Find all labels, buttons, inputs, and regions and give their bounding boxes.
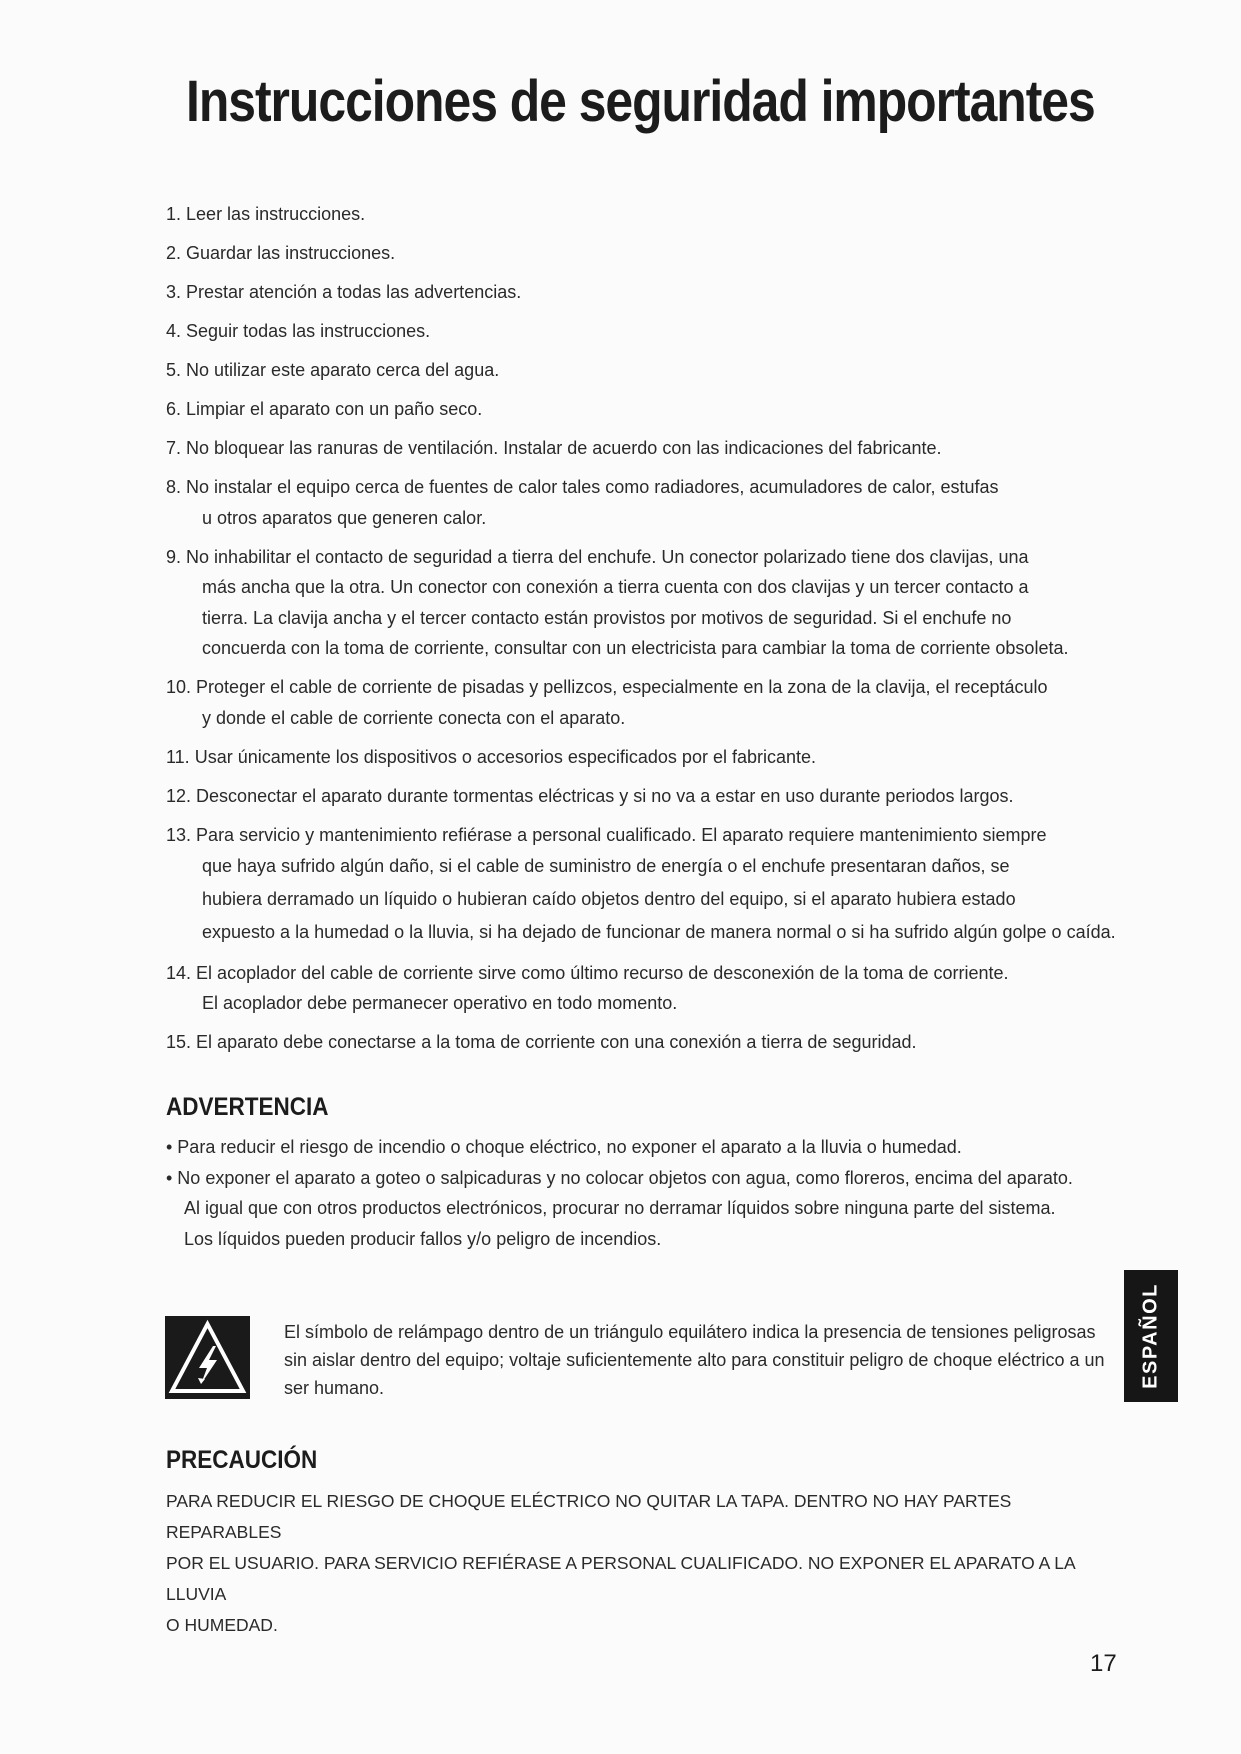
instruction-text: Guardar las instrucciones. [186, 243, 396, 263]
instruction-item [166, 742, 1126, 773]
instruction-text: No bloquear las ranuras de ventilación. Instalar de acuerdo con las indicaciones del fabricante. [186, 438, 942, 458]
instruction-item [166, 277, 1126, 308]
instruction-text: El aparato debe conectarse a la toma de corriente con una conexión a tierra de seguridad. [196, 1032, 917, 1052]
caution-line: O HUMEDAD. [166, 1615, 278, 1635]
instruction-item [166, 542, 1126, 664]
page-title: Instrucciones de seguridad importantes [186, 69, 1095, 134]
caution-text [166, 1486, 1096, 1641]
instruction-item [166, 781, 1126, 812]
instruction-item [166, 394, 1126, 425]
language-tab [1124, 1270, 1178, 1402]
caution-line: POR EL USUARIO. PARA SERVICIO REFIÉRASE A PERSONAL CUALIFICADO. NO EXPONER EL APARATO A LA LLUVIA [166, 1553, 1075, 1604]
instruction-text: El acoplador del cable de corriente sirve como último recurso de desconexión de la toma de corriente. [196, 962, 1009, 983]
warning-bullet-2-cont: Los líquidos pueden producir fallos y/o peligro de incendios. [184, 1228, 662, 1249]
caution-heading: PRECAUCIÓN [166, 1446, 318, 1474]
instruction-item [166, 472, 1126, 533]
instruction-continuation: u otros aparatos que generen calor. [202, 507, 487, 528]
instruction-text: No utilizar este aparato cerca del agua. [186, 360, 500, 380]
instruction-number: 4. [166, 321, 182, 341]
instruction-text: Limpiar el aparato con un paño seco. [186, 399, 483, 419]
instruction-number: 8. [166, 477, 182, 497]
instruction-number: 13. [166, 824, 192, 845]
symbol-line: ser humano. [284, 1378, 385, 1398]
warning-bullet-2: • No exponer el aparato a goteo o salpicaduras y no colocar objetos con agua, como floreros, encima del aparato. [166, 1167, 1073, 1188]
instruction-number: 9. [166, 546, 182, 567]
instruction-number: 2. [166, 243, 182, 263]
instruction-item [166, 1027, 1126, 1058]
instruction-item [166, 238, 1126, 269]
symbol-description [284, 1318, 1114, 1402]
instruction-item [166, 820, 1126, 950]
instruction-continuation: hubiera derramado un líquido o hubieran caído objetos dentro del equipo, si el aparato hubiera estado [202, 889, 1016, 909]
language-tab-label: ESPAÑOL [1139, 1283, 1162, 1389]
instruction-number: 6. [166, 399, 182, 419]
instruction-number: 14. [166, 962, 192, 983]
instruction-item [166, 199, 1126, 230]
instruction-item [166, 316, 1126, 347]
caution-line: PARA REDUCIR EL RIESGO DE CHOQUE ELÉCTRICO NO QUITAR LA TAPA. DENTRO NO HAY PARTES REPARABLES [166, 1491, 1012, 1542]
warning-list [166, 1132, 1126, 1254]
instruction-text: Desconectar el aparato durante tormentas eléctricas y si no va a estar en uso durante periodos largos. [196, 785, 1014, 806]
instruction-text: No inhabilitar el contacto de seguridad a tierra del enchufe. Un conector polarizado tiene dos clavijas, una [186, 546, 1029, 567]
lightning-triangle-icon [165, 1316, 250, 1399]
instruction-continuation: que haya sufrido algún daño, si el cable de suministro de energía o el enchufe presentaran daños, se [202, 856, 1010, 876]
instruction-number: 3. [166, 282, 182, 302]
instruction-continuation: El acoplador debe permanecer operativo en todo momento. [202, 993, 678, 1013]
instruction-text: Usar únicamente los dispositivos o accesorios especificados por el fabricante. [194, 746, 817, 767]
instruction-text: No instalar el equipo cerca de fuentes de calor tales como radiadores, acumuladores de calor, estufas [186, 477, 999, 497]
symbol-line: El símbolo de relámpago dentro de un triángulo equilátero indica la presencia de tensiones peligrosas [284, 1322, 1096, 1342]
instruction-number: 7. [166, 438, 182, 458]
instruction-number: 11. [166, 746, 190, 767]
instruction-continuation: expuesto a la humedad o la lluvia, si ha dejado de funcionar de manera normal o si ha sufrido algún golpe o caída. [202, 922, 1116, 942]
instruction-number: 15. [166, 1032, 192, 1052]
instruction-text: Seguir todas las instrucciones. [186, 321, 431, 341]
instruction-item [166, 355, 1126, 386]
symbol-line: sin aislar dentro del equipo; voltaje suficientemente alto para constituir peligro de choque eléctrico a un [284, 1350, 1105, 1370]
instruction-number: 10. [166, 677, 192, 697]
instruction-item [166, 958, 1126, 1019]
warning-heading: ADVERTENCIA [166, 1093, 329, 1121]
instructions-list [166, 199, 1126, 1066]
instruction-continuation: tierra. La clavija ancha y el tercer contacto están provistos por motivos de seguridad. Si el enchufe no [202, 607, 1012, 628]
instruction-text: Proteger el cable de corriente de pisadas y pellizcos, especialmente en la zona de la clavija, el receptáculo [196, 677, 1048, 697]
instruction-continuation: y donde el cable de corriente conecta con el aparato. [202, 707, 626, 728]
warning-bullet-1: • Para reducir el riesgo de incendio o choque eléctrico, no exponer el aparato a la lluvia o humedad. [166, 1137, 962, 1157]
instruction-number: 5. [166, 360, 182, 380]
instruction-number: 12. [166, 785, 192, 806]
instruction-number: 1. [166, 204, 182, 224]
warning-bullet-2-cont: Al igual que con otros productos electrónicos, procurar no derramar líquidos sobre ninguna parte del sistema. [184, 1198, 1056, 1218]
instruction-continuation: más ancha que la otra. Un conector con conexión a tierra cuenta con dos clavijas y un tercer contacto a [202, 577, 1029, 597]
instruction-text: Para servicio y mantenimiento refiérase a personal cualificado. El aparato requiere mantenimiento siempre [196, 824, 1047, 845]
instruction-text: Leer las instrucciones. [186, 204, 366, 224]
page-number: 17 [1090, 1650, 1117, 1677]
instruction-continuation: concuerda con la toma de corriente, consultar con un electricista para cambiar la toma de corriente obsoleta. [202, 638, 1069, 658]
instruction-item [166, 672, 1126, 733]
instruction-text: Prestar atención a todas las advertencias. [186, 282, 522, 302]
instruction-item [166, 433, 1126, 464]
